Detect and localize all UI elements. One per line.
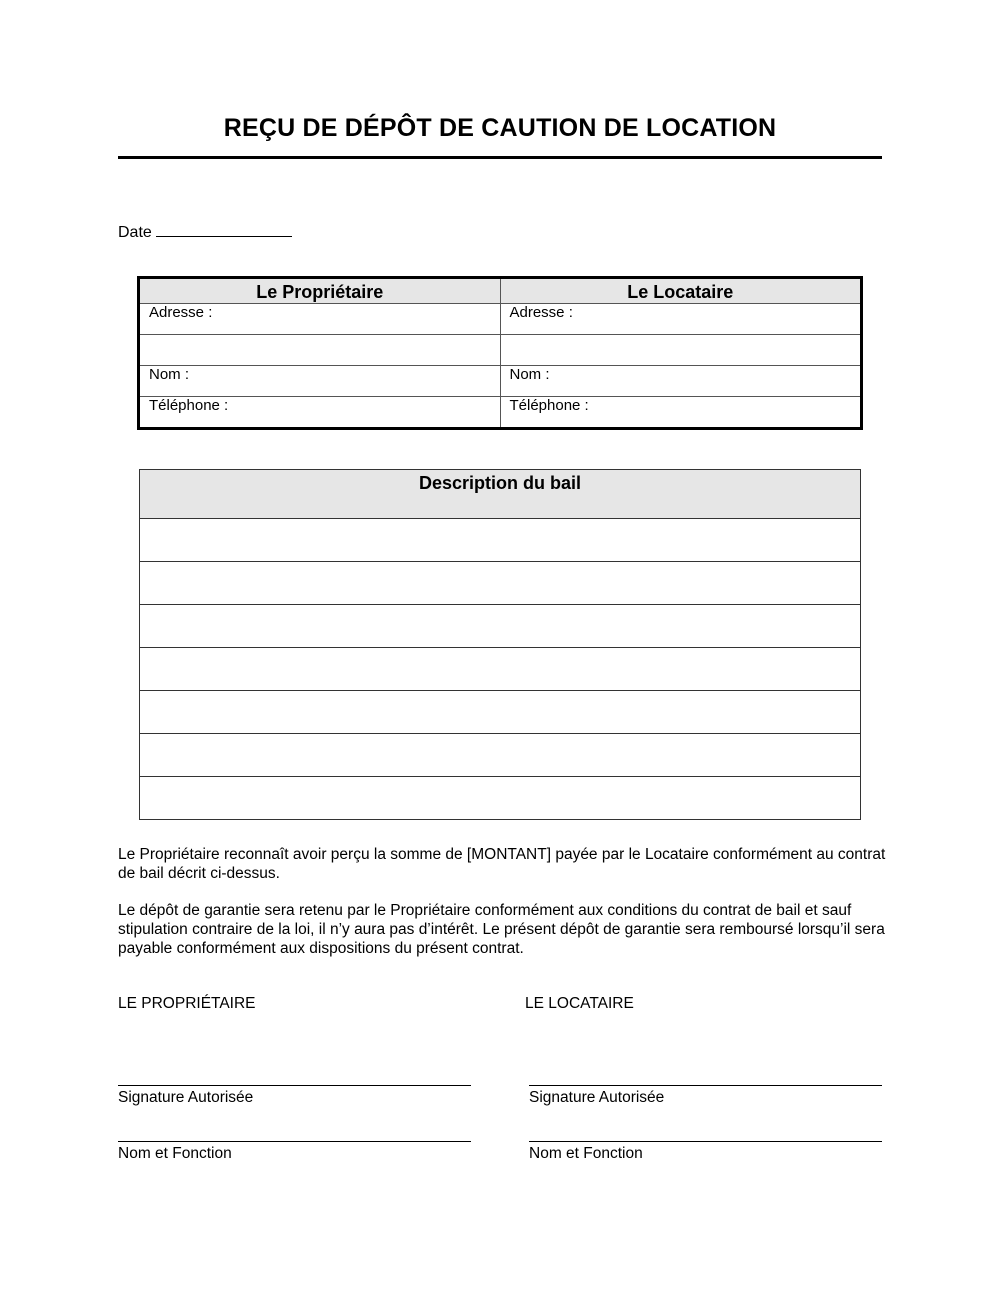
title-rule [118,156,882,159]
tenant-signature-heading: LE LOCATAIRE [525,995,634,1012]
deposit-terms-paragraph: Le dépôt de garantie sera retenu par le Propriétaire conformément aux conditions du contrat de bail et sauf stipulation contraire de la loi, il n’y aura pas d’intérêt. Le présent dépôt de garantie sera remboursé lorsqu’il sera payable conformément aux dispositions du présent contrat. [118,902,885,957]
landlord-signature-heading: LE PROPRIÉTAIRE [118,995,256,1012]
tenant-address-cell[interactable]: Adresse : [500,304,862,335]
lease-row[interactable] [140,605,861,648]
landlord-signature-line[interactable] [118,1085,471,1086]
lease-row[interactable] [140,777,861,820]
date-blank-field[interactable] [156,221,292,237]
parties-table [137,276,863,430]
lease-row[interactable] [140,562,861,605]
landlord-header: Le Propriétaire [139,278,501,304]
landlord-name-cell[interactable]: Nom : [139,366,501,397]
tenant-phone-cell[interactable]: Téléphone : [500,397,862,429]
tenant-address-cell-2[interactable] [500,335,862,366]
tenant-signature-label: Signature Autorisée [529,1089,665,1106]
landlord-phone-cell[interactable]: Téléphone : [139,397,501,429]
lease-row[interactable] [140,734,861,777]
landlord-name-line[interactable] [118,1141,471,1142]
lease-row[interactable] [140,519,861,562]
tenant-header: Le Locataire [500,278,862,304]
lease-description-table [139,469,861,820]
landlord-address-cell-2[interactable] [139,335,501,366]
lease-row[interactable] [140,691,861,734]
date-row [118,221,292,242]
tenant-name-cell[interactable]: Nom : [500,366,862,397]
document-title: REÇU DE DÉPÔT DE CAUTION DE LOCATION [223,114,777,142]
tenant-signature-line[interactable] [529,1085,882,1086]
landlord-address-cell[interactable]: Adresse : [139,304,501,335]
acknowledgement-paragraph: Le Propriétaire reconnaît avoir perçu la somme de [MONTANT] payée par le Locataire conformément au contrat de bail décrit ci-dessus. [118,846,886,882]
lease-row[interactable] [140,648,861,691]
tenant-name-line[interactable] [529,1141,882,1142]
date-label: Date [118,224,152,241]
landlord-signature-label: Signature Autorisée [118,1089,254,1106]
lease-header: Description du bail [140,470,861,519]
tenant-name-title-label: Nom et Fonction [529,1145,643,1162]
landlord-name-title-label: Nom et Fonction [118,1145,232,1162]
